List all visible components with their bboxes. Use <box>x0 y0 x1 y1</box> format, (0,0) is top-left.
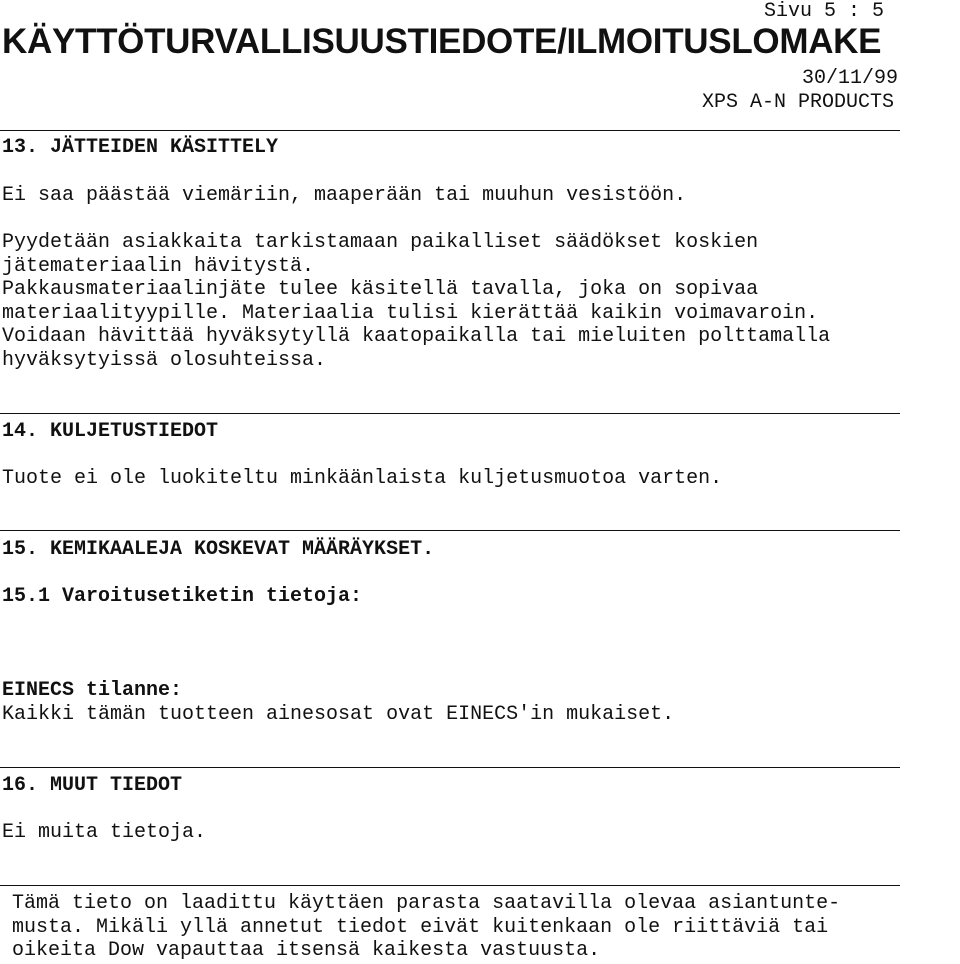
footer-line: oikeita Dow vapauttaa itsensä kaikesta vastuusta. <box>12 939 601 963</box>
section-divider <box>0 530 900 531</box>
section-divider <box>0 130 900 131</box>
paragraph-line: Voidaan hävittää hyväksytyllä kaatopaikalla tai mieluiten polttamalla <box>2 325 831 349</box>
footer-disclaimer <box>12 892 840 963</box>
section-divider <box>0 413 900 414</box>
section-15-heading: 15. KEMIKAALEJA KOSKEVAT MÄÄRÄYKSET. <box>2 538 435 561</box>
section-divider <box>0 767 900 768</box>
document-date: 30/11/99 <box>802 67 899 90</box>
paragraph-line: Pyydetään asiakkaita tarkistamaan paikalliset säädökset koskien <box>2 231 759 254</box>
section-13-line: Ei saa päästää viemäriin, maaperään tai muuhun vesistöön. <box>2 184 687 207</box>
paragraph-line: hyväksytyissä olosuhteissa. <box>2 348 327 372</box>
section-16-heading: 16. MUUT TIEDOT <box>2 774 183 797</box>
page-number: Sivu 5 : 5 <box>764 0 885 23</box>
section-13-paragraph <box>2 231 830 373</box>
paragraph-line: Pakkausmateriaalinjäte tulee käsitellä tavalla, joka on sopivaa <box>2 278 759 302</box>
section-15-subheading: 15.1 Varoitusetiketin tietoja: <box>2 585 363 608</box>
footer-divider <box>0 885 900 886</box>
paragraph-line: jätemateriaalin hävitystä. <box>2 254 315 278</box>
footer-line: Tämä tieto on laadittu käyttäen parasta saatavilla olevaa asiantunte- <box>12 892 841 915</box>
footer-line: musta. Mikäli yllä annetut tiedot eivät kuitenkaan ole riittäviä tai <box>12 915 829 939</box>
company-name: XPS A-N PRODUCTS <box>702 91 895 114</box>
section-16-text: Ei muita tietoja. <box>2 821 207 844</box>
paragraph-line: materiaalityypille. Materiaalia tulisi kierättää kaikin voimavaroin. <box>2 301 819 325</box>
einecs-label: EINECS tilanne: <box>2 679 183 702</box>
einecs-text: Kaikki tämän tuotteen ainesosat ovat EINECS'in mukaiset. <box>2 703 675 726</box>
section-14-text: Tuote ei ole luokiteltu minkäänlaista kuljetusmuotoa varten. <box>2 467 723 490</box>
section-14-heading: 14. KULJETUSTIEDOT <box>2 420 219 443</box>
document-title: KÄYTTÖTURVALLISUUSTIEDOTE/ILMOITUSLOMAKE <box>2 22 882 61</box>
section-13-heading: 13. JÄTTEIDEN KÄSITTELY <box>2 136 279 159</box>
